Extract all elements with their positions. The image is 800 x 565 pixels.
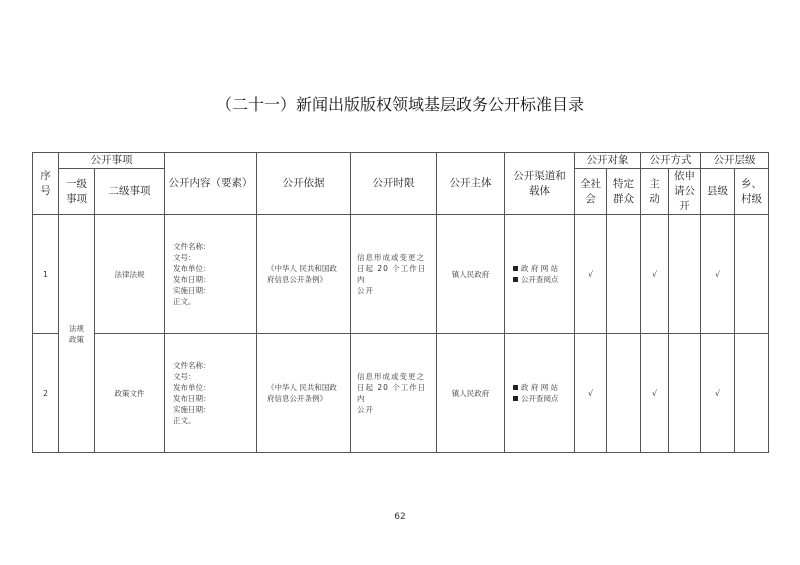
table-row xyxy=(33,215,769,334)
row-channels: 政 府 网 站 公开查阅点 xyxy=(505,334,575,453)
header-level-township: 乡、 村级 xyxy=(735,169,769,215)
row-level-township xyxy=(735,334,769,453)
header-level-group: 公开层级 xyxy=(701,153,769,169)
table-row xyxy=(33,334,769,453)
row-content: 文件名称： 文号： 发布单位： 发布日期： 实施日期： 正文。 xyxy=(165,334,257,453)
standard-catalog-table xyxy=(32,152,769,453)
header-items-group: 公开事项 xyxy=(59,153,165,169)
header-target-all: 全社 会 xyxy=(575,169,607,215)
header-subject: 公开主体 xyxy=(437,153,505,215)
row-level-township xyxy=(735,215,769,334)
row-method-active: √ xyxy=(641,334,669,453)
square-bullet-icon xyxy=(513,277,518,282)
row-subject: 镇人民政府 xyxy=(437,334,505,453)
header-content: 公开内容（要素） xyxy=(165,153,257,215)
row-target-specific xyxy=(607,334,641,453)
row-time-limit: 信息形成或变更之 日起 20 个工作日 内 公开 xyxy=(351,215,437,334)
row-target-all: √ xyxy=(575,334,607,453)
header-level1: 一级 事项 xyxy=(59,169,95,215)
header-channel: 公开渠道和 载体 xyxy=(505,153,575,215)
row-level2: 法律法规 xyxy=(95,215,165,334)
page-title: （二十一）新闻出版版权领域基层政务公开标准目录 xyxy=(215,95,584,114)
header-seq: 序 号 xyxy=(33,153,59,215)
level1-item: 法规 政策 xyxy=(59,215,95,453)
header-method-request: 依申 请公 开 xyxy=(669,169,701,215)
square-bullet-icon xyxy=(513,396,518,401)
row-seq: 2 xyxy=(33,334,59,453)
row-time-limit: 信息形成或变更之 日起 20 个工作日 内 公开 xyxy=(351,334,437,453)
row-target-all: √ xyxy=(575,215,607,334)
header-basis: 公开依据 xyxy=(257,153,351,215)
square-bullet-icon xyxy=(513,266,518,271)
row-method-request xyxy=(669,334,701,453)
row-basis: 《中华人 民共和国政 府信息公开条例》 xyxy=(257,334,351,453)
row-channels: 政 府 网 站 公开查阅点 xyxy=(505,215,575,334)
row-method-active: √ xyxy=(641,215,669,334)
header-row-1 xyxy=(33,153,769,169)
header-target-specific: 特定 群众 xyxy=(607,169,641,215)
header-time-limit: 公开时限 xyxy=(351,153,437,215)
header-target-group: 公开对象 xyxy=(575,153,641,169)
square-bullet-icon xyxy=(513,385,518,390)
page-number: 62 xyxy=(394,512,406,522)
row-subject: 镇人民政府 xyxy=(437,215,505,334)
header-method-group: 公开方式 xyxy=(641,153,701,169)
row-method-request xyxy=(669,215,701,334)
header-level-county: 县级 xyxy=(701,169,735,215)
row-level-county: √ xyxy=(701,334,735,453)
row-seq: 1 xyxy=(33,215,59,334)
row-level2: 政策文件 xyxy=(95,334,165,453)
row-basis: 《中华人 民共和国政 府信息公开条例》 xyxy=(257,215,351,334)
header-level2: 二级事项 xyxy=(95,169,165,215)
header-method-active: 主 动 xyxy=(641,169,669,215)
row-level-county: √ xyxy=(701,215,735,334)
row-target-specific xyxy=(607,215,641,334)
row-content: 文件名称： 文号： 发布单位： 发布日期： 实施日期： 正文。 xyxy=(165,215,257,334)
